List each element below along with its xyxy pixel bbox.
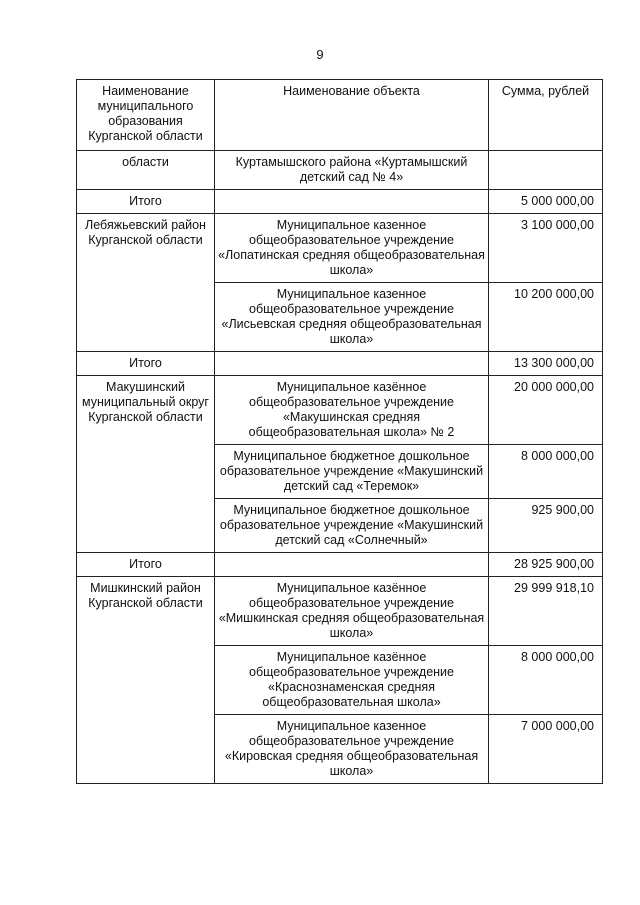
total-row: [77, 190, 603, 214]
object-cell: Муниципальное казенное общеобразовательное учреждение «Лопатинская средняя общеобразовательная школа»: [215, 214, 489, 283]
amount-cell: 8 000 000,00: [489, 445, 603, 499]
object-cell: Муниципальное бюджетное дошкольное образовательное учреждение «Макушинский детский сад «Теремок»: [215, 445, 489, 499]
amount-cell: 7 000 000,00: [489, 715, 603, 784]
page-number: 9: [316, 47, 324, 62]
object-cell: Муниципальное казённое общеобразовательное учреждение «Краснознаменская средняя общеобразовательная школа»: [215, 646, 489, 715]
amount-cell: 10 200 000,00: [489, 283, 603, 352]
amount-cell: 925 900,00: [489, 499, 603, 553]
object-cell: Муниципальное казенное общеобразовательное учреждение «Кировская средняя общеобразовательная школа»: [215, 715, 489, 784]
object-cell: Муниципальное казённое общеобразовательное учреждение «Макушинская средняя общеобразовательная школа» № 2: [215, 376, 489, 445]
budget-table: [76, 79, 603, 784]
total-label: Итого: [77, 352, 215, 376]
municipality-cell: Лебяжьевский район Курганской области: [77, 214, 215, 352]
total-empty-cell: [215, 553, 489, 577]
header-object: Наименование объекта: [215, 80, 489, 151]
municipality-cell: области: [77, 151, 215, 190]
total-empty-cell: [215, 190, 489, 214]
total-empty-cell: [215, 352, 489, 376]
table-row: [77, 376, 603, 445]
object-cell: Муниципальное бюджетное дошкольное образовательное учреждение «Макушинский детский сад «Солнечный»: [215, 499, 489, 553]
total-amount: 13 300 000,00: [489, 352, 603, 376]
object-cell: Куртамышского района «Куртамышский детский сад № 4»: [215, 151, 489, 190]
total-label: Итого: [77, 553, 215, 577]
municipality-cell: Макушинский муниципальный округ Курганской области: [77, 376, 215, 553]
header-amount: Сумма, рублей: [489, 80, 603, 151]
table-row: [77, 577, 603, 646]
header-municipality: Наименование муниципального образования Курганской области: [77, 80, 215, 151]
total-amount: 28 925 900,00: [489, 553, 603, 577]
amount-cell: 29 999 918,10: [489, 577, 603, 646]
amount-cell: 8 000 000,00: [489, 646, 603, 715]
total-row: [77, 352, 603, 376]
amount-cell: 20 000 000,00: [489, 376, 603, 445]
table-row: [77, 214, 603, 283]
object-cell: Муниципальное казенное общеобразовательное учреждение «Лисьевская средняя общеобразовательная школа»: [215, 283, 489, 352]
amount-cell: [489, 151, 603, 190]
total-row: [77, 553, 603, 577]
object-cell: Муниципальное казённое общеобразовательное учреждение «Мишкинская средняя общеобразовательная школа»: [215, 577, 489, 646]
continuation-row: [77, 151, 603, 190]
total-label: Итого: [77, 190, 215, 214]
table-header-row: [77, 80, 603, 151]
total-amount: 5 000 000,00: [489, 190, 603, 214]
municipality-cell: Мишкинский район Курганской области: [77, 577, 215, 784]
amount-cell: 3 100 000,00: [489, 214, 603, 283]
